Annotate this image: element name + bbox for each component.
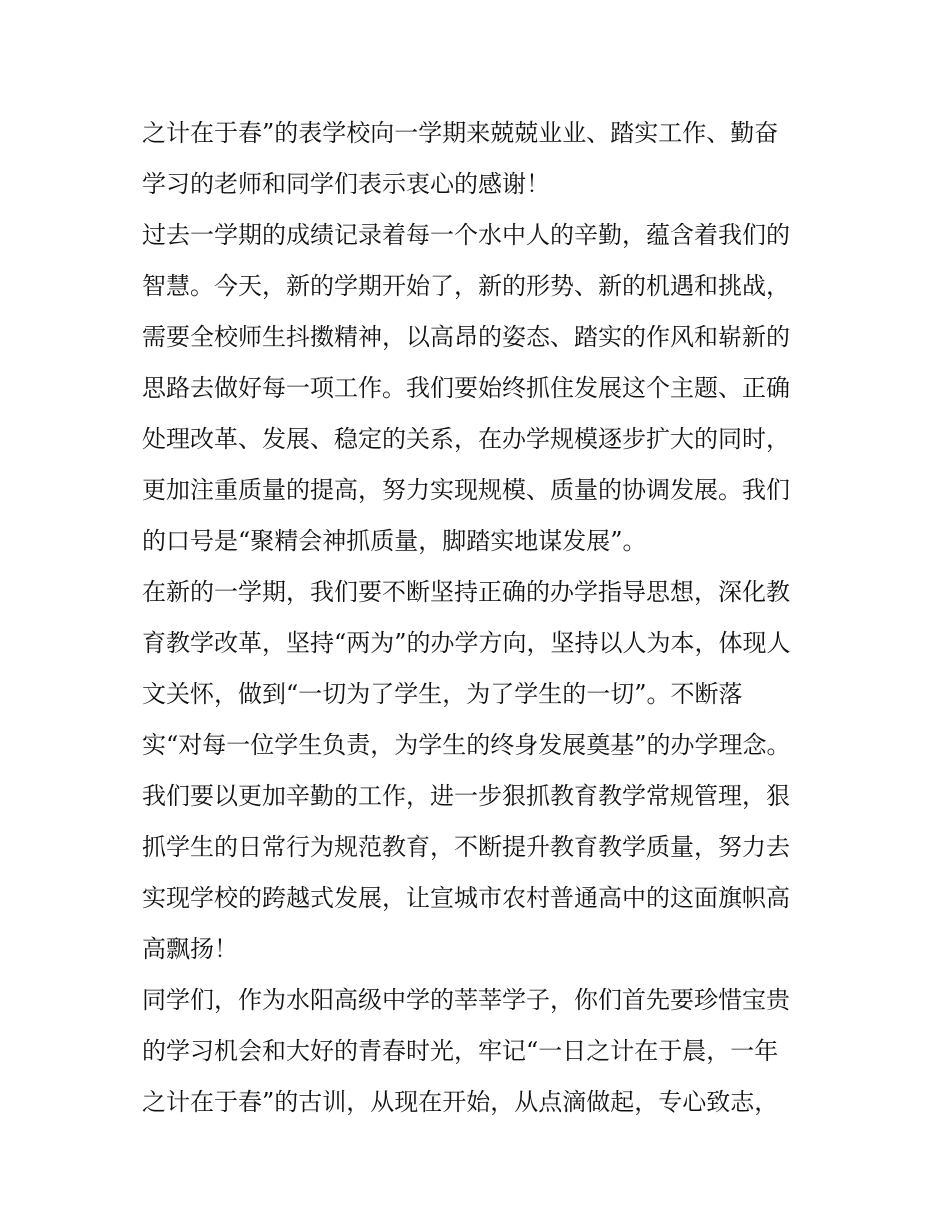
text-line: 育教学改革，坚持“两为”的办学方向，坚持以人为本，体现人 bbox=[142, 629, 791, 657]
text-line: 之计在于春”的古训，从现在开始，从点滴做起，专心致志， bbox=[142, 1088, 779, 1116]
text-line: 之计在于春”的表学校向一学期来兢兢业业、踏实工作、勤奋 bbox=[142, 119, 779, 147]
text-line: 处理改革、发展、稳定的关系，在办学规模逐步扩大的同时， bbox=[142, 425, 790, 453]
text-line: 智慧。今天，新的学期开始了，新的形势、新的机遇和挑战， bbox=[142, 272, 790, 300]
text-line: 抓学生的日常行为规范教育，不断提升教育教学质量，努力去 bbox=[142, 833, 790, 861]
body-text bbox=[142, 108, 842, 1128]
text-line: 需要全校师生抖擞精神，以高昂的姿态、踏实的作风和崭新的 bbox=[142, 323, 790, 351]
text-line: 过去一学期的成绩记录着每一个水中人的辛勤，蕴含着我们的 bbox=[142, 221, 790, 249]
text-line: 的口号是“聚精会神抓质量，脚踏实地谋发展”。 bbox=[142, 527, 647, 555]
text-line: 实现学校的跨越式发展，让宣城市农村普通高中的这面旗帜高 bbox=[142, 884, 790, 912]
text-line: 同学们，作为水阳高级中学的莘莘学子，你们首先要珍惜宝贵 bbox=[142, 986, 790, 1014]
text-line: 实“对每一位学生负责，为学生的终身发展奠基”的办学理念。 bbox=[142, 731, 791, 759]
text-line: 文关怀，做到“一切为了学生，为了学生的一切”。不断落 bbox=[142, 680, 743, 708]
text-line: 在新的一学期，我们要不断坚持正确的办学指导思想，深化教 bbox=[142, 578, 790, 606]
text-line: 的学习机会和大好的青春时光，牢记“一日之计在于晨，一年 bbox=[142, 1037, 779, 1065]
text-line: 我们要以更加辛勤的工作，进一步狠抓教育教学常规管理，狠 bbox=[142, 782, 790, 810]
text-line: 思路去做好每一项工作。我们要始终抓住发展这个主题、正确 bbox=[142, 374, 790, 402]
text-line: 高飘扬！ bbox=[142, 935, 238, 963]
text-line: 学习的老师和同学们表示衷心的感谢！ bbox=[142, 170, 550, 198]
text-line: 更加注重质量的提高，努力实现规模、质量的协调发展。我们 bbox=[142, 476, 790, 504]
